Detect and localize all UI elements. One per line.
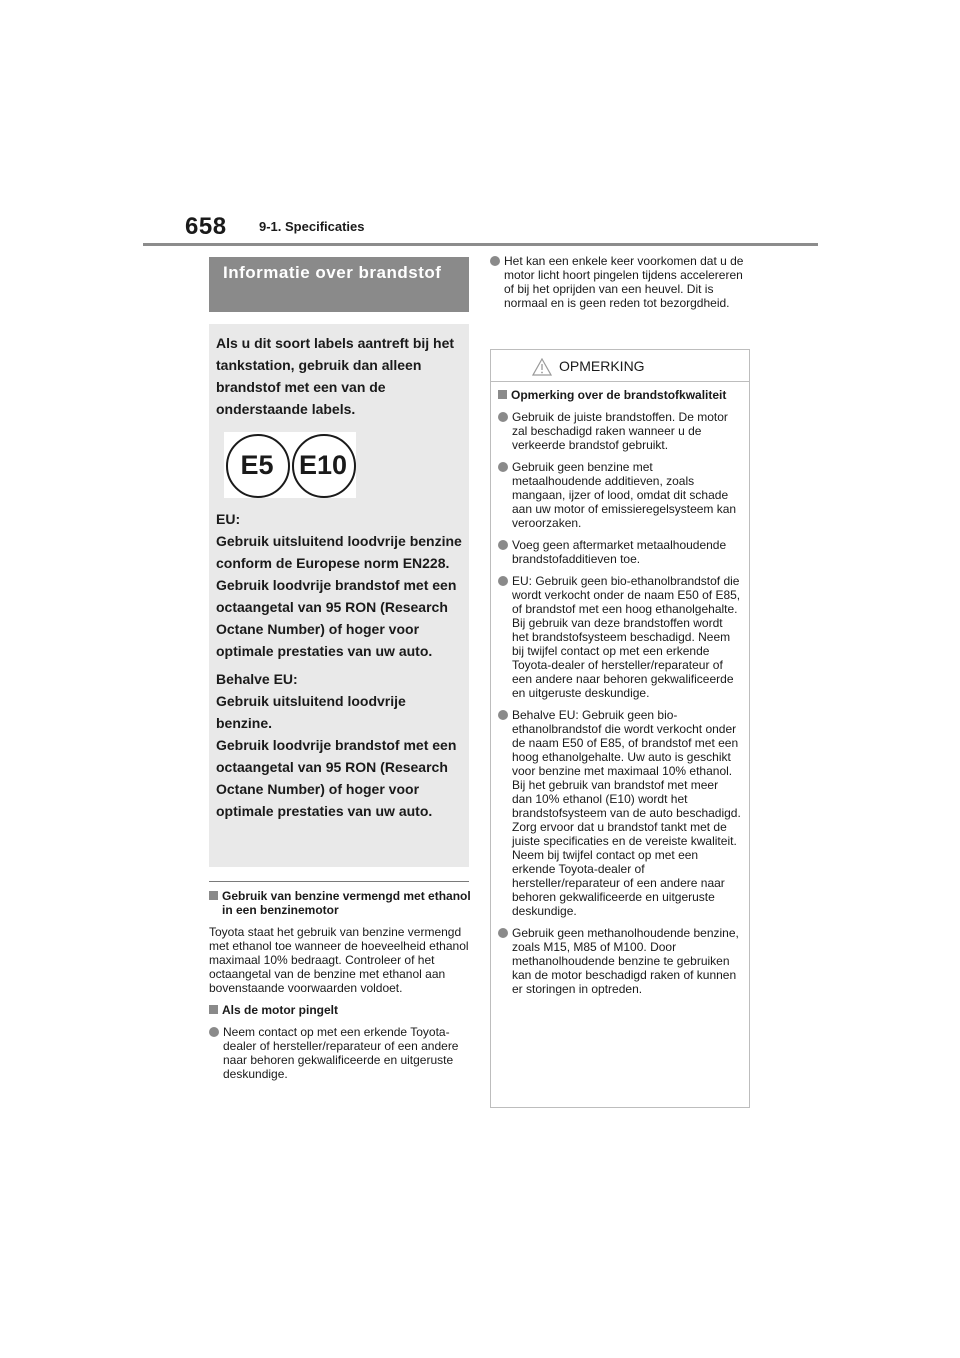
knock-info: [490, 254, 752, 310]
fuel-label-e10-text: E10: [298, 449, 348, 480]
note-bullet: Voeg geen aftermarket metaalhoudende brandstofadditieven toe.: [498, 538, 741, 566]
round-bullet-icon: [490, 256, 500, 266]
info-intro: Als u dit soort labels aantreft bij het tankstation, gebruik dan alleen brandstof met een van de onderstaande labels.: [216, 335, 455, 417]
info-non-eu-text: Behalve EU: Gebruik uitsluitend loodvrije benzine. Gebruik loodvrije brandstof met een octaangetal van 95 RON (Research Octane Number) of hoger voor optimale prestaties van uw auto.: [216, 671, 457, 819]
round-bullet-icon: [498, 710, 508, 720]
fuel-labels: [224, 432, 356, 500]
note-label: OPMERKING: [559, 358, 645, 374]
knock-bullet: Neem contact op met een erkende Toyota-dealer of hersteller/reparateur of een andere naar behoren gekwalificeerde en uitgeruste deskundige.: [209, 1025, 471, 1081]
round-bullet-icon: [498, 462, 508, 472]
note-bullet: Gebruik geen methanolhoudende benzine, zoals M15, M85 of M100. Door methanolhoudende benzine te gebruiken kan de motor beschadigd raken of kunnen er storingen in optreden.: [498, 926, 741, 996]
round-bullet-icon: [498, 928, 508, 938]
knock-heading: Als de motor pingelt: [209, 1003, 471, 1017]
round-bullet-icon: [498, 576, 508, 586]
fuel-label-e10-icon: [290, 432, 356, 498]
note-bullet: Behalve EU: Gebruik geen bio-ethanolbrandstof die wordt verkocht onder de naam E50 of E85, of brandstof met een hoog ethanolgehalte. Uw auto is geschikt voor benzine met maximaal 10% ethanol. Bij het gebruik van brandstof met meer dan 10% ethanol (E10) wordt het brandstofsysteem van de auto beschadigd. Zorg ervoor dat u brandstof tankt met de juiste specificaties en de vereiste kwaliteit. Neem bij twijfel contact op met een erkende Toyota-dealer of hersteller/reparateur of een andere naar behoren gekwalificeerde en uitgeruste deskundige.: [498, 708, 741, 918]
note-header: [491, 350, 749, 382]
header-rule: [143, 243, 818, 246]
fuel-label-e5-text: E5: [240, 449, 274, 480]
square-bullet-icon: [209, 1005, 218, 1014]
fuel-label-e5-icon: [224, 432, 290, 498]
warning-triangle-icon: [532, 358, 552, 376]
ethanol-text: Toyota staat het gebruik van benzine vermengd met ethanol toe wanneer de hoeveelheid ethanol maximaal 10% bedraagt. Controleer of het octaangetal van de benzine met ethanol aan bovenstaande voorwaarden voldoet.: [209, 925, 469, 995]
knock-normal-bullet: Het kan een enkele keer voorkomen dat u de motor licht hoort pingelen tijdens accelereren of bij het oprijden van een heuvel. Dit is normaal en is geen reden tot bezorgdheid.: [490, 254, 752, 310]
ethanol-section: [209, 889, 471, 1081]
note-content: [491, 382, 749, 996]
page-number: 658: [185, 213, 227, 240]
round-bullet-icon: [498, 540, 508, 550]
fuel-info-box: [209, 324, 469, 867]
round-bullet-icon: [209, 1027, 219, 1037]
square-bullet-icon: [498, 390, 507, 399]
round-bullet-icon: [498, 412, 508, 422]
section-reference: 9-1. Specificaties: [259, 219, 365, 234]
note-bullet: EU: Gebruik geen bio-ethanolbrandstof die wordt verkocht onder de naam E50 of E85, of brandstof met een hoog ethanolgehalte. Bij gebruik van deze brandstoffen wordt het brandstofsysteem beschadigd. Neem bij twijfel contact op met een erkende Toyota-dealer of hersteller/reparateur of een andere naar behoren gekwalificeerde en uitgeruste deskundige.: [498, 574, 741, 700]
square-bullet-icon: [209, 891, 218, 900]
note-bullet: Gebruik geen benzine met metaalhoudende additieven, zoals mangaan, ijzer of lood, omdat dit schade aan uw motor of emissieregelsysteem kan veroorzaken.: [498, 460, 741, 530]
note-heading: Opmerking over de brandstofkwaliteit: [498, 388, 741, 402]
note-bullet: Gebruik de juiste brandstoffen. De motor zal beschadigd raken wanneer u de verkeerde brandstof gebruikt.: [498, 410, 741, 452]
info-eu-text: EU: Gebruik uitsluitend loodvrije benzine conform de Europese norm EN228. Gebruik loodvrije brandstof met een octaangetal van 95 RON (Research Octane Number) of hoger voor optimale prestaties van uw auto.: [216, 511, 462, 659]
info-title: Informatie over brandstof: [209, 257, 469, 312]
section-divider: [209, 881, 469, 882]
ethanol-heading: Gebruik van benzine vermengd met ethanol in een benzinemotor: [209, 889, 471, 917]
note-box: [490, 349, 750, 1108]
